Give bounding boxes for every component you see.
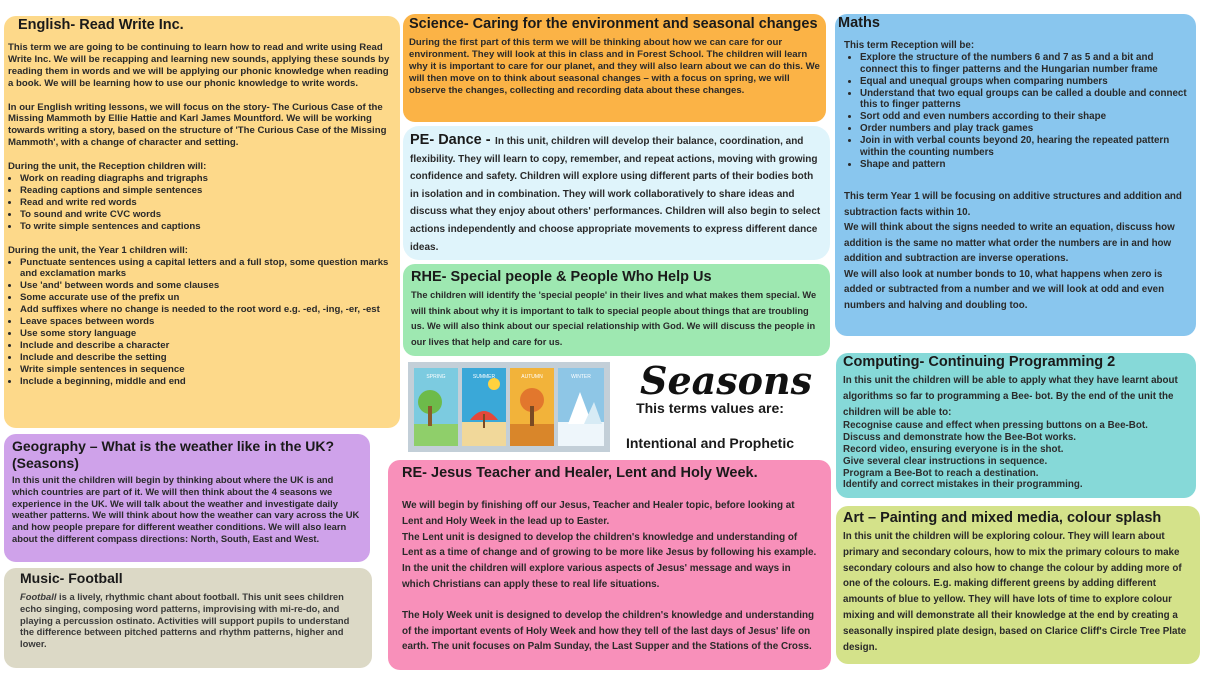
geography-title: Geography – What is the weather like in the UK? (Seasons) (12, 438, 335, 471)
english-story: In our English writing lessons, we will focus on the story- The Curious Case of the Missing Mammoth by Ellie Hattie and Karl James Mountford. We will be working towards writing a story, based on the structure of 'The Curious Case of the Missing Mammoth', with a change of character and setting. (8, 101, 387, 149)
pe-title: PE- Dance - (410, 132, 491, 148)
re-paragraph-2: The Lent unit is designed to develop the children's knowledge and understanding of Lent as a time of change and of growing to be more like Jesus by following his example. In the unit the children will explore various aspects of Jesus' message and ways in which Christians can apply these to real life situations. (402, 531, 817, 590)
list-item: • Use some story language (20, 328, 396, 340)
re-paragraph-3: The Holy Week unit is designed to develop the children's knowledge and understanding of the important events of Holy Week and how they tell of the last days of Jesus' life on earth. The unit focuses on Palm Sunday, the Last Supper and the Stations of the Cross. (402, 609, 815, 653)
seasons-title: Seasons (640, 358, 813, 403)
season-label: AUTUMN (521, 374, 543, 380)
re-paragraph-1: We will begin by finishing off our Jesus, Teacher and Healer topic, before looking at Lent and Holy Week in the lead up to Easter. (402, 499, 795, 527)
list-item: • Include and describe a character (20, 340, 396, 352)
list-item: • Join in with verbal counts beyond 20, hearing the repeated pattern within the counting numbers (860, 135, 1193, 159)
season-label: SUMMER (472, 374, 496, 380)
list-item: • To write simple sentences and captions (20, 221, 396, 233)
re-panel (388, 460, 831, 670)
rhe-text: The children will identify the 'special people' in their lives and what makes them special. We will think about why it is important to talk to special people about things that are troubling us. We will also think about our special relationship with God. We will discuss the people in our lives that help and care for us. (411, 289, 817, 347)
list-item: • Understand that two equal groups can be called a double and connect this to finger patterns (860, 88, 1193, 112)
art-panel (836, 506, 1200, 664)
list-item: Discuss and demonstrate how the Bee-Bot works. (843, 432, 1076, 444)
music-panel (4, 568, 372, 668)
science-panel (403, 14, 826, 122)
list-item: Give several clear instructions in sequence. (843, 455, 1048, 467)
english-intro: This term we are going to be continuing to learn how to read and write using Read Write Inc. We will be recapping and learning new sounds, applying these sounds by reading them in words and we will be applying our phonic knowledge when reading a book. We will be learning how to use our phonic knowledge to write words. (8, 41, 390, 89)
list-item: • Leave spaces between words (20, 316, 396, 328)
season-autumn (510, 368, 554, 446)
list-item: • Explore the structure of the numbers 6 and 7 as 5 and a bit and connect this to finger patterns and the Hungarian number frame (860, 52, 1193, 76)
list-item: • Work on reading diagraphs and trigraphs (20, 173, 396, 185)
list-item: • To sound and write CVC words (20, 209, 396, 221)
list-item: • Write simple sentences in sequence (20, 364, 396, 376)
english-reception-heading: During the unit, the Reception children will: (8, 161, 207, 173)
season-winter (558, 368, 604, 446)
list-item: Identify and correct mistakes in their programming. (843, 479, 1083, 491)
re-title: RE- Jesus Teacher and Healer, Lent and Holy Week. (402, 465, 758, 481)
season-spring (414, 368, 458, 446)
rhe-title: RHE- Special people & People Who Help Us (411, 269, 712, 285)
maths-reception-intro: This term Reception will be: (844, 39, 975, 51)
list-item: • Sort odd and even numbers according to their shape (860, 111, 1193, 123)
values-text: Intentional and Prophetic (625, 435, 794, 451)
english-title: English- Read Write Inc. (18, 17, 184, 33)
art-text: In this unit the children will be exploring colour. They will learn about primary and secondary colours, how to mix the primary colours to make secondary colours and also how to change the colour by adding more of one of the colours. E.g. making different greens by adding different amounts of blue to yellow. They will have lots of time to explore colour mixing and will demonstrate all their knowledge at the end by creating a seasonally inspired plate design, based on Clarice Cliff's Circle Tree Plate design. (843, 530, 1187, 653)
maths-year1-p3: We will also look at number bonds to 10, what happens when zero is added or subtracted from a number and we will look at odd and even numbers and halving and doubling too. (844, 268, 1165, 312)
list-item: • Some accurate use of the prefix un (20, 292, 396, 304)
english-panel (4, 16, 400, 428)
list-item: • Use 'and' between words and some clauses (20, 280, 396, 292)
geography-text: In this unit the children will begin by thinking about where the UK is and which countries are part of it. We will then think about the 4 seasons we experience in the UK. We will talk about the weather and investigate daily weather patterns. We will think about how the weather can vary across the UK and how people prepare for different weather conditions. We will also learn about the different compass directions: North, South, East and West. (12, 474, 360, 544)
season-label: WINTER (571, 374, 591, 380)
pe-panel (403, 126, 830, 260)
computing-panel (836, 353, 1196, 498)
list-item: • Include a beginning, middle and end (20, 376, 396, 388)
geography-panel (4, 434, 370, 562)
music-lead: Football (20, 591, 57, 603)
art-title: Art – Painting and mixed media, colour splash (843, 510, 1162, 526)
list-item: • Shape and pattern (860, 159, 1193, 171)
music-title: Music- Football (20, 570, 123, 586)
maths-year1-p2: We will think about the signs needed to write an equation, discuss how addition is the same no matter what order the numbers are in and how addition and subtraction are inverse operations. (844, 222, 1175, 265)
music-text: is a lively, rhythmic chant about football. This unit sees children echo singing, composing word patterns, improvising with mi-re-do, and playing a percussion ostinato. Activities will support pupils to understand the difference between pitched patterns and rhythm patterns, higher and lower. (20, 591, 350, 649)
maths-year1-p1: This term Year 1 will be focusing on additive structures and addition and subtraction facts within 10. (844, 190, 1182, 218)
maths-panel (835, 14, 1196, 336)
list-item: Record video, ensuring everyone is in the shot. (843, 443, 1064, 455)
list-item: • Punctuate sentences using a capital letters and a full stop, some question marks and exclamation marks (20, 257, 396, 281)
values-label: This terms values are: (636, 400, 784, 416)
season-summer (462, 368, 506, 446)
list-item: • Read and write red words (20, 197, 396, 209)
list-item: • Equal and unequal groups when comparing numbers (860, 76, 1193, 88)
list-item: Recognise cause and effect when pressing buttons on a Bee-Bot. (843, 420, 1148, 432)
list-item: • Add suffixes where no change is needed to the root word e.g. -ed, -ing, -er, -est (20, 304, 396, 316)
computing-intro: In this unit the children will be able to apply what they have learnt about algorithms so far to programming a Bee- bot. By the end of the unit the children will be able to: (843, 374, 1178, 418)
list-item: • Order numbers and play track games (860, 123, 1193, 135)
science-title: Science- Caring for the environment and seasonal changes (409, 16, 818, 32)
english-year1-heading: During the unit, the Year 1 children will: (8, 244, 188, 256)
seasons-image (408, 362, 610, 452)
list-item: • Include and describe the setting (20, 352, 396, 364)
list-item: Program a Bee-Bot to reach a destination. (843, 467, 1039, 479)
maths-title: Maths (838, 15, 880, 31)
pe-text: In this unit, children will develop their balance, coordination, and flexibility. They will learn to copy, remember, and repeat actions, moving with growing confidence and safety. Children will explore using different parts of their bodies both in isolation and in combination. They will work collaboratively to share ideas and discuss what they enjoy about others' performances. Children will also begin to select actions independently and choose appropriate movements to express different dance ideas. (410, 136, 821, 253)
list-item: • Reading captions and simple sentences (20, 185, 396, 197)
season-label: SPRING (426, 374, 446, 380)
rhe-panel (403, 264, 830, 356)
science-text: During the first part of this term we will be thinking about how we can care for our environment. They will look at this in class and in Forest School. The children will learn why it is important to care for our planet, and they will also learn about we can do this. We will then move on to think about seasonal changes – with a focus on spring, we will observe the changes, collecting and recording data about these changes. (409, 37, 820, 96)
computing-title: Computing- Continuing Programming 2 (843, 354, 1116, 370)
